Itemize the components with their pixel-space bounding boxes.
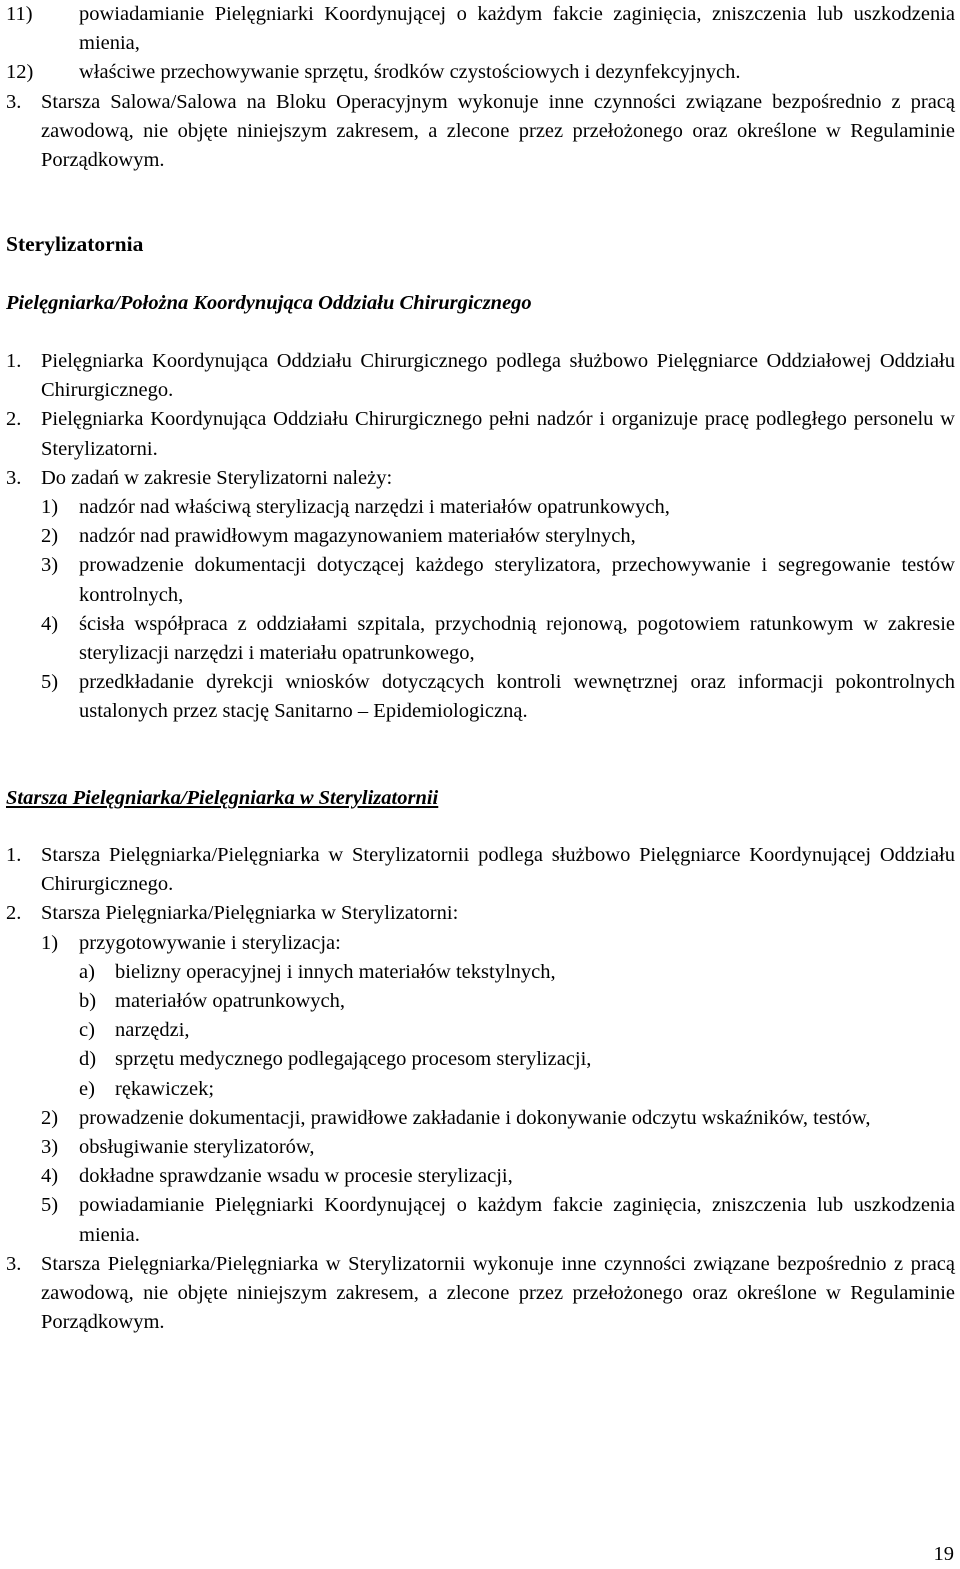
item-number: 11) xyxy=(6,3,33,25)
item-text: prowadzenie dokumentacji, prawidłowe zakładanie i dokonywanie odczytu wskaźników, testów, xyxy=(79,1106,871,1129)
list-item xyxy=(6,1016,955,1045)
list-item xyxy=(6,610,955,668)
item-number: 4) xyxy=(41,612,59,635)
item-text: Pielęgniarka Koordynująca Oddziału Chirurgicznego pełni nadzór i organizuje pracę podległego personelu w Sterylizatorni. xyxy=(41,408,955,460)
item-number: 4) xyxy=(41,1165,59,1188)
list-item xyxy=(6,551,955,609)
list-item xyxy=(6,88,955,176)
list-item xyxy=(6,493,955,522)
item-text: przygotowywanie i sterylizacja: xyxy=(79,931,341,954)
section-subheading: Starsza Pielęgniarka/Pielęgniarka w Sterylizatornii xyxy=(6,787,439,809)
item-number: 2) xyxy=(41,525,59,548)
item-number: 3) xyxy=(41,554,59,577)
item-text: sprzętu medycznego podlegającego procesom sterylizacji, xyxy=(115,1048,592,1071)
item-letter: b) xyxy=(79,990,97,1013)
item-text: powiadamianie Pielęgniarki Koordynującej o każdym fakcie zaginięcia, zniszczenia lub uszkodzenia mienia. xyxy=(79,1194,955,1246)
item-number: 5) xyxy=(41,1194,59,1217)
item-number: 3. xyxy=(6,90,22,113)
list-item xyxy=(6,1045,955,1074)
item-text: obsługiwanie sterylizatorów, xyxy=(79,1136,315,1159)
item-text: Do zadań w zakresie Sterylizatorni należy: xyxy=(41,466,393,489)
item-text: Starsza Pielęgniarka/Pielęgniarka w Sterylizatornii podlega służbowo Pielęgniarce Koordynującej Oddziału Chirurgicznego. xyxy=(41,844,955,896)
item-text: narzędzi, xyxy=(115,1019,190,1042)
item-text: Starsza Salowa/Salowa na Bloku Operacyjnym wykonuje inne czynności związane bezpośrednio z pracą zawodową, nie objęte niniejszym zakresem, a zlecone przez przełożonego oraz określone w Regulaminie Porządkowym. xyxy=(41,90,955,172)
item-number: 2. xyxy=(6,408,22,431)
item-text: przedkładanie dyrekcji wniosków dotyczących kontroli wewnętrznej oraz informacji pokontrolnych ustalonych przez stację Sanitarno – Epidemiologiczną. xyxy=(79,671,955,723)
list-item xyxy=(6,1075,955,1104)
item-letter: c) xyxy=(79,1019,95,1042)
item-number: 1. xyxy=(6,844,22,866)
section-senior-nurse-body xyxy=(6,841,955,1337)
section-continuation xyxy=(6,0,955,175)
item-text: bielizny operacyjnej i innych materiałów tekstylnych, xyxy=(115,960,556,983)
item-text: ścisła współpraca z oddziałami szpitala, przychodnią rejonową, pogotowiem ratunkowym w zakresie sterylizacji narzędzi i materiału opatrunkowego, xyxy=(79,612,955,665)
list-item xyxy=(6,668,955,726)
item-letter: a) xyxy=(79,960,95,983)
list-item xyxy=(6,987,955,1016)
list-item xyxy=(6,958,955,987)
item-number: 1) xyxy=(41,931,59,954)
list-item xyxy=(6,464,955,493)
section-subheading: Pielęgniarka/Położna Koordynująca Oddziału Chirurgicznego xyxy=(6,292,532,314)
page-number: 19 xyxy=(933,1543,954,1565)
list-item xyxy=(6,405,955,463)
list-item xyxy=(6,929,955,958)
item-number: 3) xyxy=(41,1136,59,1159)
item-number: 1) xyxy=(41,496,59,519)
item-number: 1. xyxy=(6,350,22,372)
item-number: 3. xyxy=(6,1252,22,1275)
list-item xyxy=(6,1162,955,1191)
list-item xyxy=(6,347,955,405)
list-item xyxy=(6,1191,955,1249)
item-number: 5) xyxy=(41,671,59,694)
item-text: powiadamianie Pielęgniarki Koordynującej o każdym fakcie zaginięcia, zniszczenia lub uszkodzenia mienia, xyxy=(79,3,955,55)
item-number: 12) xyxy=(6,61,34,84)
list-item xyxy=(6,1133,955,1162)
item-text: rękawiczek; xyxy=(115,1077,215,1100)
item-number: 3. xyxy=(6,466,22,489)
list-item xyxy=(6,1104,955,1133)
item-text: właściwe przechowywanie sprzętu, środków czystościowych i dezynfekcyjnych. xyxy=(79,61,741,84)
list-item xyxy=(6,0,955,58)
list-item xyxy=(6,899,955,928)
item-text: prowadzenie dokumentacji dotyczącej każdego sterylizatora, przechowywanie i segregowanie testów kontrolnych, xyxy=(79,554,955,606)
item-text: Starsza Pielęgniarka/Pielęgniarka w Sterylizatornii wykonuje inne czynności związane bezpośrednio z pracą zawodową, nie objęte niniejszym zakresem, a zlecone przez przełożonego oraz określone w Regulaminie Porządkowym. xyxy=(41,1252,955,1334)
list-item xyxy=(6,1250,955,1338)
item-text: Pielęgniarka Koordynująca Oddziału Chirurgicznego podlega służbowo Pielęgniarce Oddziałowej Oddziału Chirurgicznego. xyxy=(41,350,955,402)
item-letter: d) xyxy=(79,1048,97,1071)
item-text: materiałów opatrunkowych, xyxy=(115,990,345,1013)
item-number: 2) xyxy=(41,1106,59,1129)
item-number: 2. xyxy=(6,902,22,925)
item-text: nadzór nad prawidłowym magazynowaniem materiałów sterylnych, xyxy=(79,525,636,548)
item-text: Starsza Pielęgniarka/Pielęgniarka w Sterylizatorni: xyxy=(41,902,459,925)
item-text: dokładne sprawdzanie wsadu w procesie sterylizacji, xyxy=(79,1165,513,1188)
list-item xyxy=(6,841,955,899)
section-heading: Sterylizatornia xyxy=(6,232,144,256)
list-item xyxy=(6,58,955,87)
item-letter: e) xyxy=(79,1077,95,1100)
item-text: nadzór nad właściwą sterylizacją narzędzi i materiałów opatrunkowych, xyxy=(79,496,670,519)
list-item xyxy=(6,522,955,551)
section-sterylizatornia-body xyxy=(6,347,955,727)
